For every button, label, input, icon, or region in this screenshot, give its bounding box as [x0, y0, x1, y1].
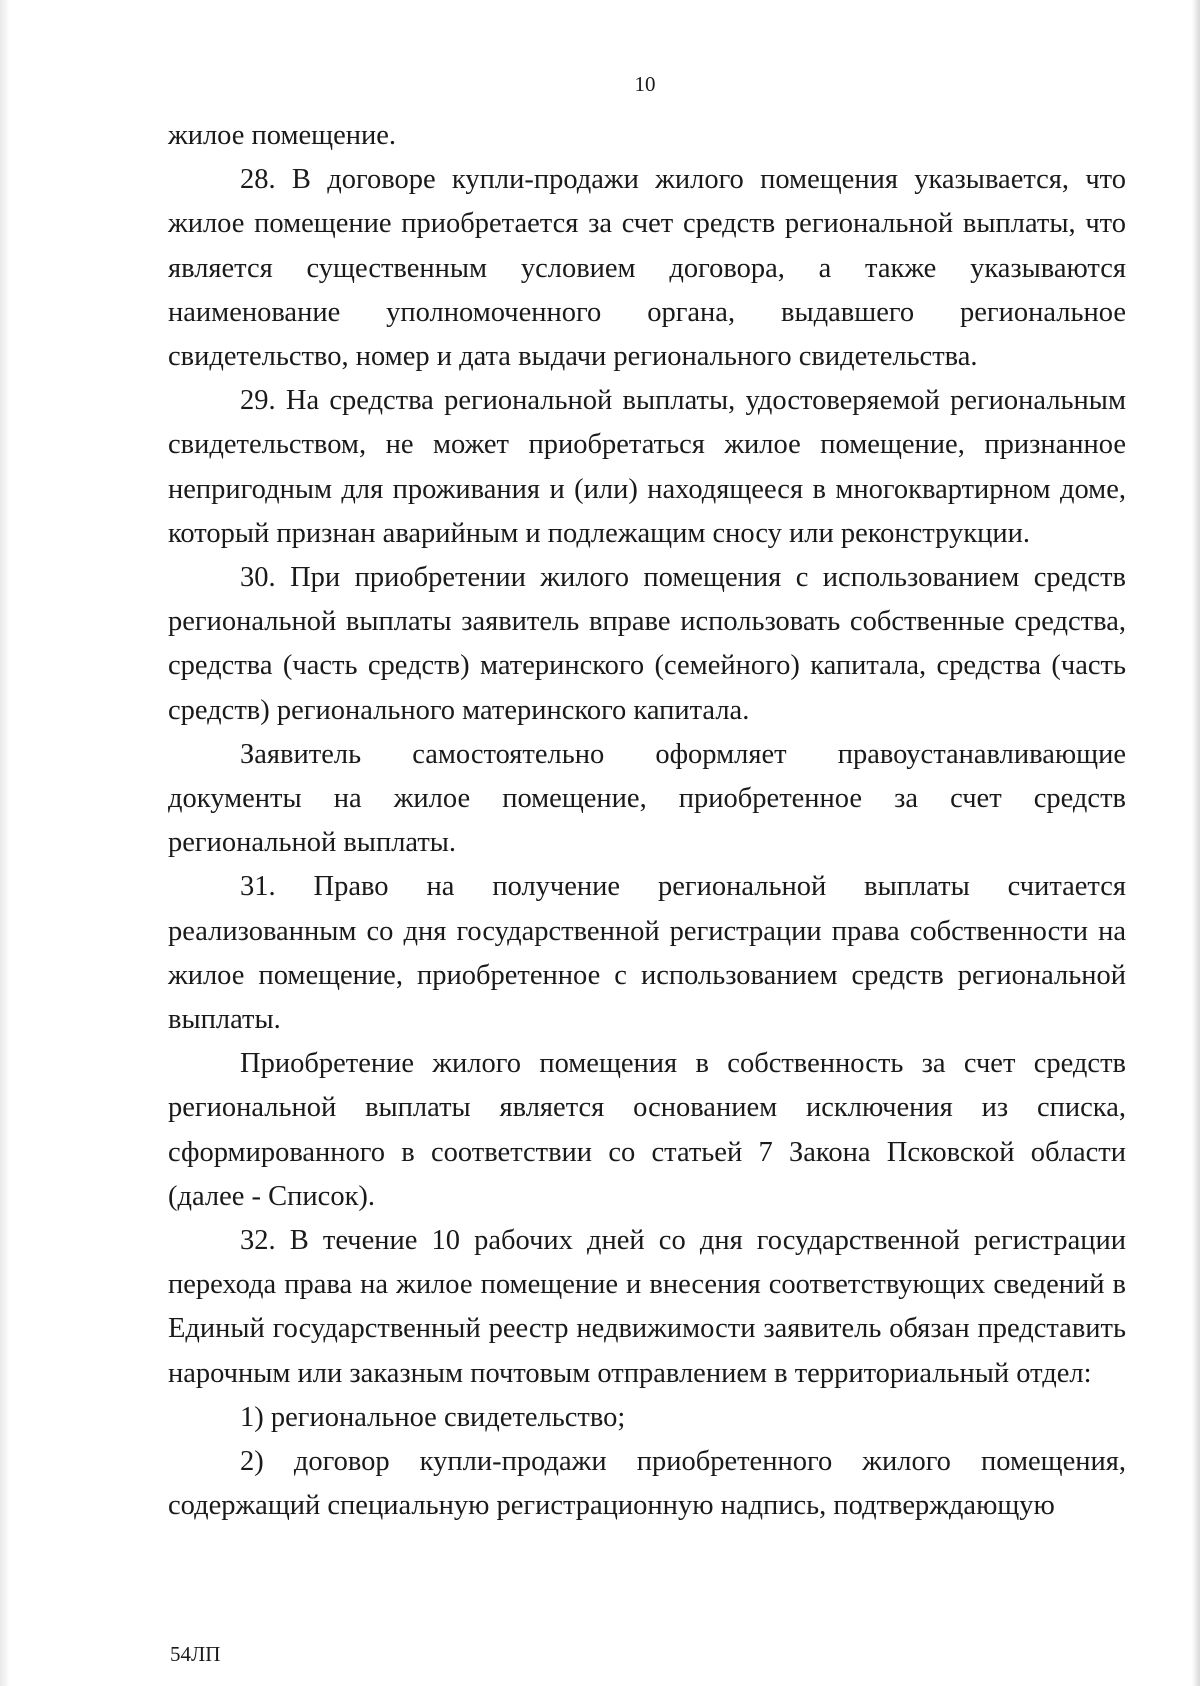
paragraph-30-applicant: Заявитель самостоятельно оформляет правоустанавливающие документы на жилое помещение, приобретенное за счет средств региональной выплаты.: [168, 738, 1126, 859]
page-number: 10: [634, 72, 656, 96]
list-item-1: 1) региональное свидетельство;: [240, 1401, 626, 1433]
paragraph-32: 32. В течение 10 рабочих дней со дня государственной регистрации перехода права на жилое помещение и внесения соответствующих сведений в Единый государственный реестр недвижимости заявитель обязан представить нарочным или заказным почтовым отправлением в территориальный отдел:: [168, 1225, 1126, 1389]
paragraph-30: 30. При приобретении жилого помещения с использованием средств региональной выплаты заявитель вправе использовать собственные средства, средства (часть средств) материнского (семейного) капитала, средства (часть средств) регионального материнского капитала.: [168, 562, 1126, 726]
paragraph-continuation: жилое помещение.: [168, 120, 397, 151]
paragraph-29: 29. На средства региональной выплаты, удостоверяемой региональным свидетельством, не может приобретаться жилое помещение, признанное непригодным для проживания и (или) находящееся в многоквартирном доме, который признан аварийным и подлежащим сносу или реконструкции.: [168, 385, 1126, 549]
paragraph-28: 28. В договоре купли-продажи жилого помещения указывается, что жилое помещение приобретается за счет средств региональной выплаты, что является существенным условием договора, а также указываются наименование уполномоченного органа, выдавшего региональное свидетельство, номер и дата выдачи регионального свидетельства.: [168, 164, 1126, 373]
paragraph-31-acquisition: Приобретение жилого помещения в собственность за счет средств региональной выплаты является основанием исключения из списка, сформированного в соответствии со статьей 7 Закона Псковской области (далее - Список).: [168, 1048, 1126, 1212]
list-item-2: 2) договор купли-продажи приобретенного жилого помещения, содержащий специальную регистрационную надпись, подтверждающую: [168, 1446, 1126, 1522]
scan-edge-left: [0, 0, 10, 1686]
scan-edge-right: [1192, 0, 1200, 1686]
footer-document-code: 54ЛП: [170, 1642, 221, 1666]
document-body: [168, 114, 1126, 1529]
paragraph-31: 31. Право на получение региональной выплаты считается реализованным со дня государственной регистрации права собственности на жилое помещение, приобретенное с использованием средств региональной выплаты.: [168, 871, 1126, 1036]
